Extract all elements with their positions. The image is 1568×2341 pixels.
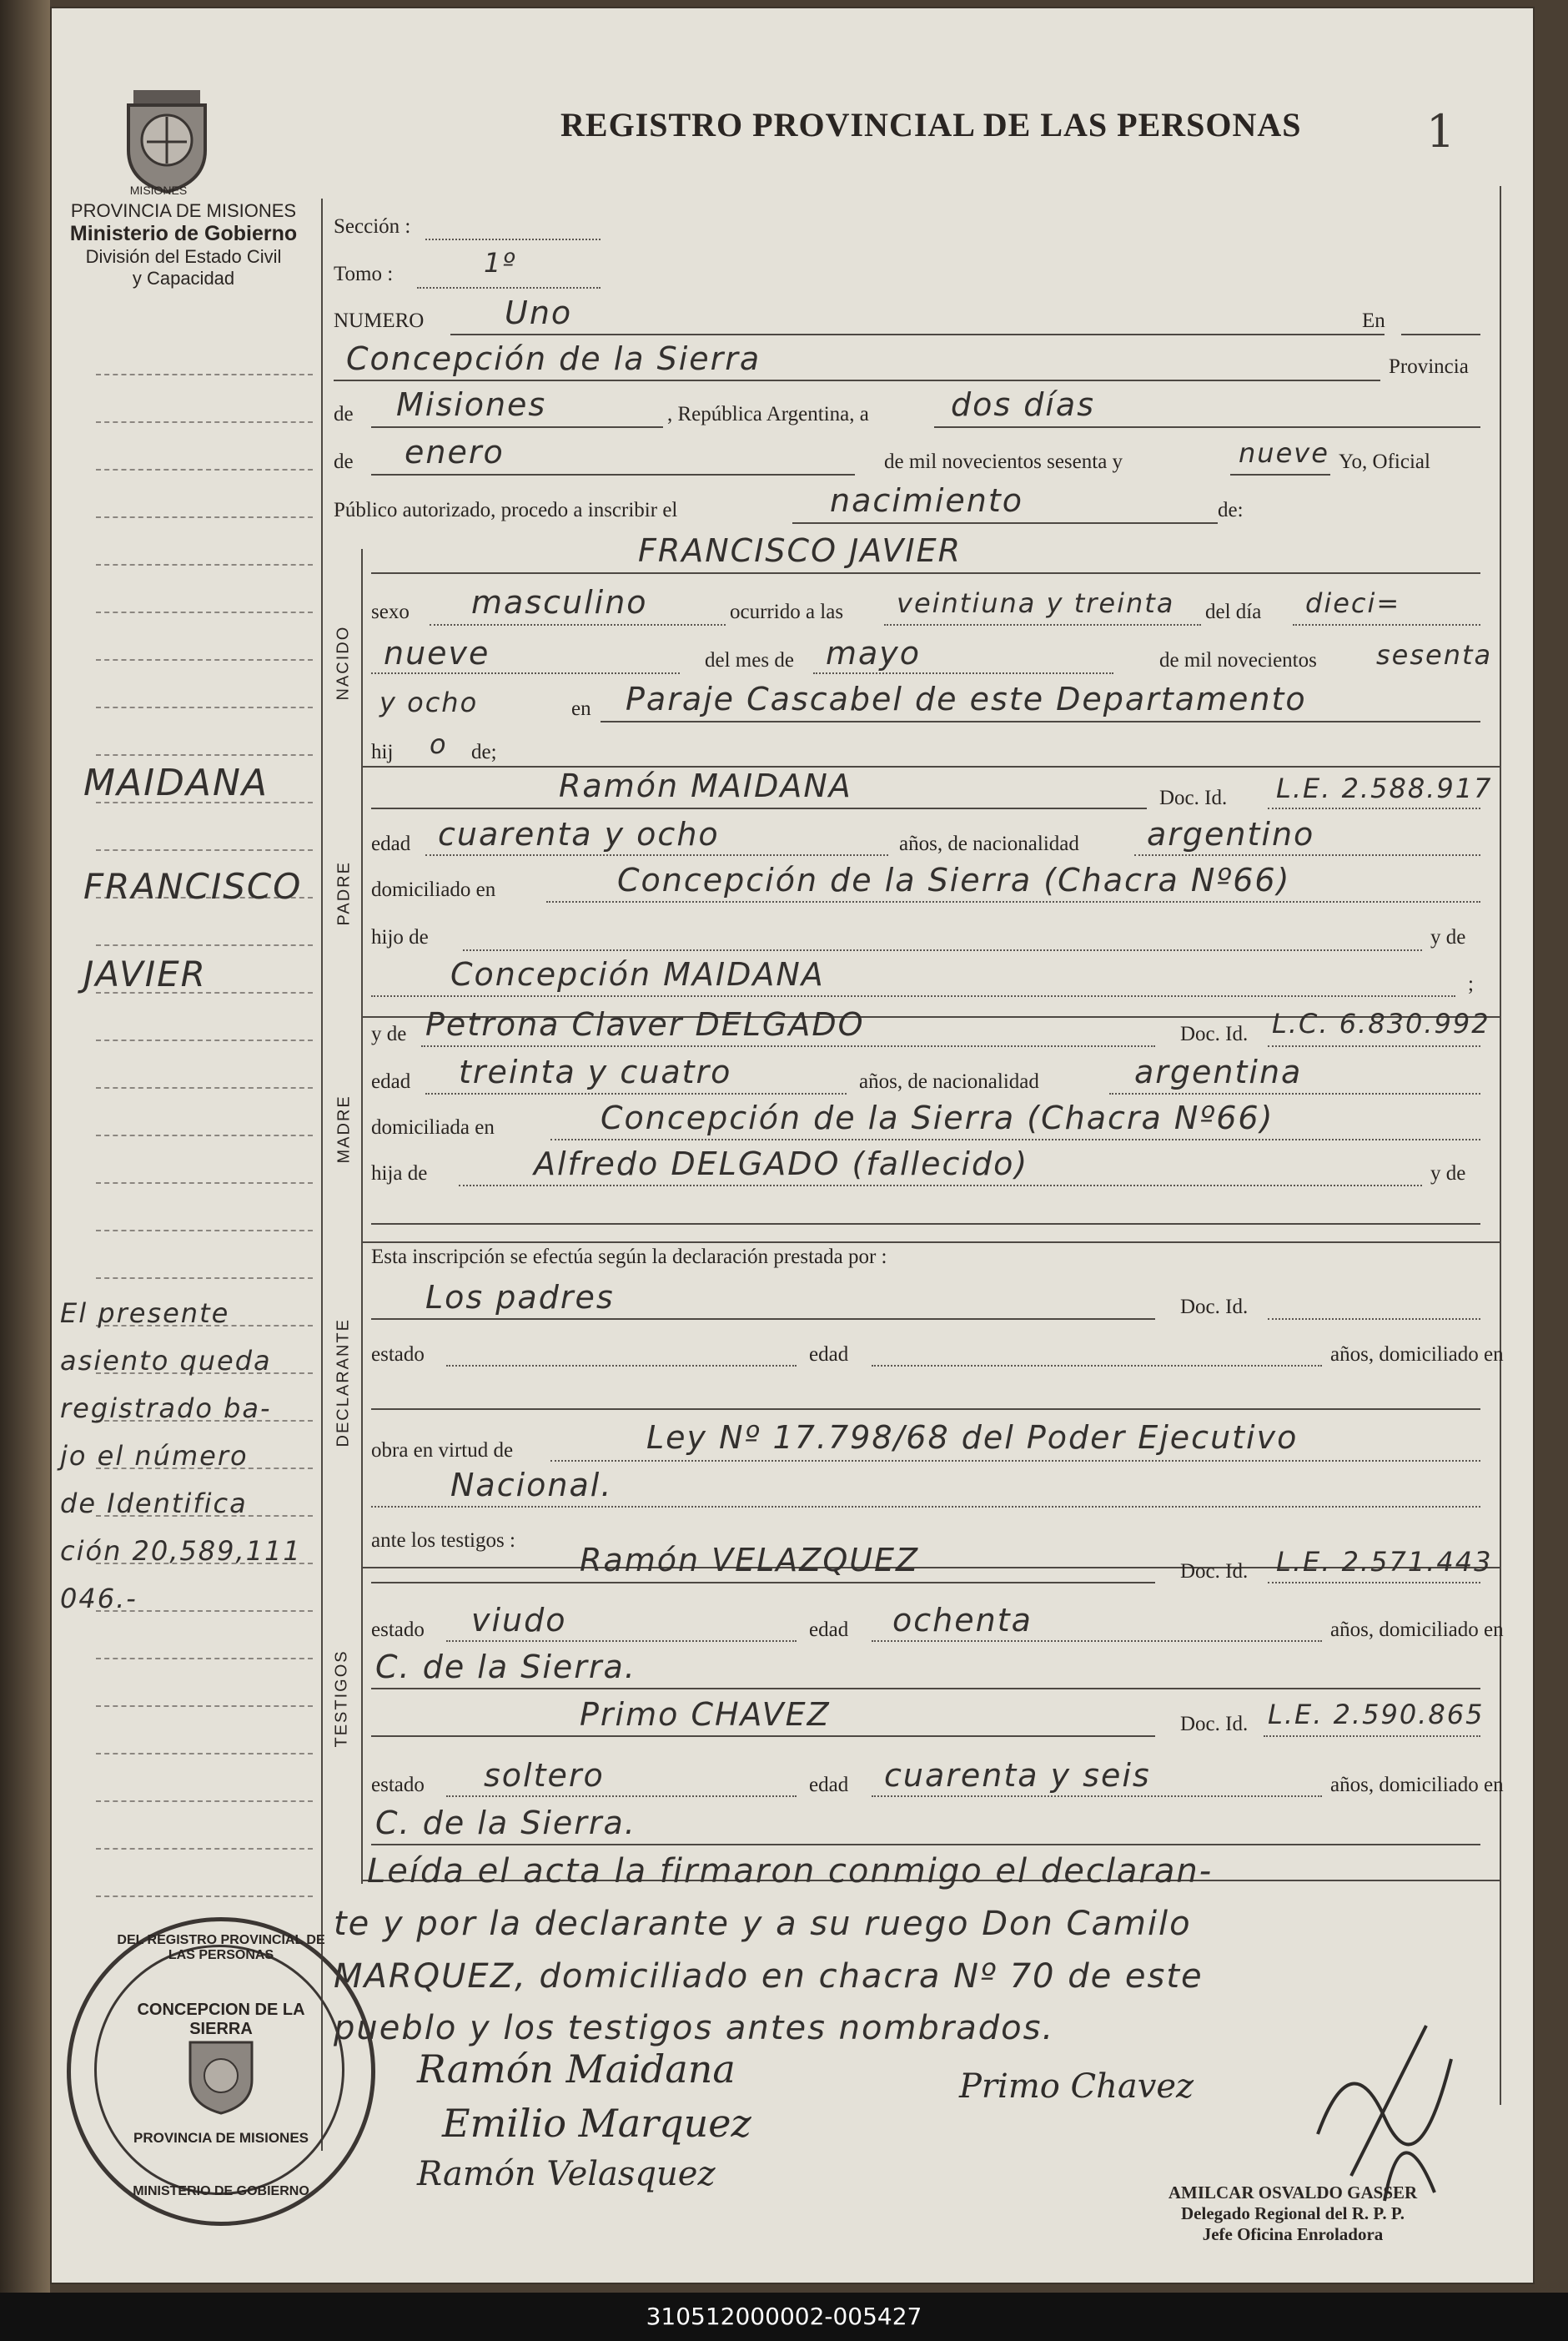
label-testigo1-estado: estado [371, 1619, 425, 1641]
tomo-line [417, 287, 601, 289]
padre-nombre-value: Ramón MAIDANA [559, 768, 852, 804]
testigo2-estado-value: soltero [484, 1757, 605, 1794]
official-name: AMILCAR OSVALDO GASSER [1168, 2182, 1418, 2203]
label-de-mes: de [334, 451, 354, 473]
signature-1: Ramón Maidana [417, 2046, 736, 2092]
rule-nacido-end [361, 766, 1500, 768]
madre-nombre-line [421, 1045, 1155, 1047]
mes-line [371, 474, 855, 476]
signature-2: Emilio Marquez [442, 2101, 751, 2146]
padre-dom-value: Concepción de la Sierra (Chacra Nº66) [617, 862, 1291, 899]
label-padre-doc: Doc. Id. [1159, 787, 1228, 809]
madre-doc-value: L.C. 6.830.992 [1272, 1008, 1490, 1040]
margin-rule [96, 612, 313, 613]
label-madre-dom: domiciliada en [371, 1116, 495, 1139]
padre-edad-value: cuarenta y ocho [438, 816, 720, 853]
rule-madre-end [361, 1241, 1500, 1243]
label-seccion: Sección : [334, 215, 411, 238]
margin-rule [96, 944, 313, 946]
margin-nota [60, 1290, 310, 1623]
book-spine [0, 0, 50, 2341]
label-yo-oficial: Yo, Oficial [1339, 451, 1430, 473]
label-testigo1-edad: edad [809, 1619, 849, 1641]
dia-nac-1-value: dieci= [1305, 587, 1401, 619]
official-role-2: Jefe Oficina Enroladora [1202, 2224, 1384, 2244]
madre-edad-line [425, 1093, 847, 1095]
margin-nota-3: registrado ba- [60, 1392, 272, 1424]
label-numero: NUMERO [334, 310, 425, 332]
cierre-line-4: pueblo y los testigos antes nombrados. [334, 2009, 1055, 2047]
mes-value: enero [405, 434, 505, 471]
margin-rule [96, 707, 313, 708]
provincia-line [371, 426, 663, 428]
label-declarante-doc: Doc. Id. [1180, 1296, 1249, 1318]
office-capacity: y Capacidad [132, 268, 235, 289]
label-madre-doc: Doc. Id. [1180, 1023, 1249, 1045]
label-republica: , República Argentina, a [667, 403, 869, 425]
abuela-materna-line [371, 1223, 1480, 1225]
padre-edad-line [425, 854, 888, 856]
section-declarante: DECLARANTE [334, 1318, 353, 1447]
cierre-line-1: Leída el acta la firmaron conmigo el declaran- [367, 1852, 1214, 1890]
localidad-value: Concepción de la Sierra [346, 340, 761, 377]
label-declarante-edad: edad [809, 1343, 849, 1366]
label-de-colon: de: [1218, 499, 1244, 521]
signature-4: Primo Chavez [959, 2067, 1194, 2106]
margin-rule [96, 1277, 313, 1279]
label-en-lugar: en [571, 697, 591, 720]
stamp-center-text: CONCEPCION DE LA SIERRA [137, 2001, 305, 2038]
hora-line [884, 624, 1201, 626]
office-block [50, 200, 317, 289]
testigo1-doc-line [1268, 1582, 1480, 1583]
padre-nombre-line [371, 808, 1147, 809]
padre-dom-line [546, 901, 1480, 903]
hijo-de-line [463, 949, 1422, 951]
right-border [1500, 186, 1501, 2105]
label-en: En [1362, 310, 1385, 332]
section-madre: MADRE [334, 1095, 354, 1164]
declarante-doc-line [1268, 1318, 1480, 1320]
label-testigo2-edad: edad [809, 1774, 849, 1796]
dia-nac-line [1293, 624, 1480, 626]
madre-nombre-value: Petrona Claver DELGADO [425, 1006, 865, 1043]
testigo2-nombre-value: Primo CHAVEZ [580, 1696, 831, 1733]
testigo1-doc-value: L.E. 2.571.443 [1276, 1546, 1493, 1578]
declarante-dom-line [371, 1408, 1480, 1410]
margin-rule [96, 1040, 313, 1041]
label-hija-de: hija de [371, 1162, 428, 1185]
hij-suffix-value: o [430, 728, 448, 760]
madre-nac-value: argentina [1134, 1054, 1303, 1090]
label-de-prov: de [334, 403, 354, 425]
label-testigo2-dom: años, domiciliado en [1330, 1774, 1504, 1796]
declarante-estado-line [446, 1365, 797, 1367]
anio-line [1230, 474, 1330, 476]
label-y-de-madre: y de [371, 1023, 407, 1045]
testigo2-doc-value: L.E. 2.590.865 [1268, 1699, 1485, 1730]
abuelo-materno-line [459, 1185, 1422, 1186]
margin-rule [96, 1658, 313, 1659]
margin-nota-5: de Identifica [60, 1488, 248, 1519]
label-hij: hij [371, 741, 394, 763]
stamp-prov-text: PROVINCIA DE MISIONES [133, 2130, 309, 2146]
testigo1-edad-value: ochenta [892, 1602, 1033, 1639]
section-padre: PADRE [334, 861, 354, 926]
sexo-value: masculino [471, 584, 648, 621]
madre-dom-value: Concepción de la Sierra (Chacra Nº66) [601, 1100, 1274, 1136]
label-declarante-dom: años, domiciliado en [1330, 1343, 1504, 1366]
register-page [50, 7, 1535, 2284]
stamp-bottom-text: MINISTERIO DE GOBIERNO [133, 2184, 309, 2198]
testigo1-estado-line [446, 1640, 797, 1642]
label-del-dia: del día [1205, 601, 1262, 623]
localidad-line [334, 380, 1380, 381]
label-mil-nov: de mil novecientos [1159, 649, 1317, 672]
label-ocurrido: ocurrido a las [730, 601, 844, 623]
dia-line [934, 426, 1480, 428]
ley-1-line [550, 1460, 1480, 1462]
label-testigo1-doc: Doc. Id. [1180, 1560, 1249, 1583]
label-y-de-madre2: y de [1430, 1162, 1466, 1185]
office-ministry: Ministerio de Gobierno [69, 222, 298, 245]
margin-nombre1: FRANCISCO [83, 866, 303, 907]
label-obra: obra en virtud de [371, 1439, 514, 1462]
margin-rule [96, 659, 313, 661]
testigo2-edad-line [872, 1795, 1322, 1797]
label-y-de-padre: y de [1430, 926, 1466, 949]
acto-line [792, 522, 1218, 524]
margin-rule [96, 469, 313, 471]
margin-nota-6: ción 20,589,111 [60, 1535, 302, 1567]
madre-dom-line [550, 1139, 1480, 1140]
margin-rule [96, 1230, 313, 1231]
margin-rule [96, 849, 313, 851]
section-nacido: NACIDO [334, 625, 353, 701]
official-block [1126, 2182, 1460, 2245]
signature-3: Ramón Velasquez [417, 2155, 716, 2193]
dia-nac-2-line [371, 672, 680, 674]
provincia-value: Misiones [396, 386, 547, 423]
padre-nac-value: argentino [1147, 816, 1315, 853]
testigo2-nombre-line [371, 1735, 1155, 1737]
abuela-paterna-line [371, 995, 1455, 997]
page-number: 1 [1426, 105, 1455, 158]
office-division: División del Estado Civil [85, 246, 282, 267]
nombre-line [371, 572, 1480, 574]
lugar-nac-line [601, 721, 1480, 722]
testigo1-nombre-line [371, 1582, 1155, 1583]
label-madre-nac: años, de nacionalidad [859, 1070, 1039, 1093]
label-del-mes: del mes de [705, 649, 794, 672]
registry-stamp [67, 1917, 375, 2226]
label-declarante-estado: estado [371, 1343, 425, 1366]
label-provincia: Provincia [1389, 355, 1469, 378]
seal-text: MISIONES [129, 184, 188, 197]
declarante-line [371, 1318, 1155, 1320]
label-ante: ante los testigos : [371, 1529, 515, 1552]
dia-nac-2-value: nueve [384, 635, 490, 672]
madre-doc-line [1268, 1045, 1480, 1047]
label-publico: Público autorizado, procedo a inscribir el [334, 499, 678, 521]
hora-value: veintiuna y treinta [897, 587, 1175, 619]
label-sexo: sexo [371, 601, 410, 623]
padre-doc-value: L.E. 2.588.917 [1276, 773, 1493, 804]
anio-nac-1-value: sesenta [1376, 639, 1493, 671]
mes-nac-value: mayo [826, 635, 922, 672]
margin-rule [96, 374, 313, 375]
cierre-line-3: MARQUEZ, domiciliado en chacra Nº 70 de este [334, 1957, 1204, 1996]
testigo1-estado-value: viudo [471, 1602, 567, 1639]
provincial-seal-icon [117, 83, 217, 196]
testigo2-dom-line [371, 1844, 1480, 1845]
official-signature-icon [1301, 2009, 1468, 2209]
mes-nac-line [813, 672, 1113, 674]
ley-1-value: Ley Nº 17.798/68 del Poder Ejecutivo [646, 1419, 1299, 1456]
madre-nac-line [1109, 1093, 1480, 1095]
padre-doc-line [1268, 808, 1480, 809]
seccion-line [425, 239, 601, 240]
margin-nota-7: 046.- [60, 1583, 138, 1614]
anio-value: nueve [1239, 437, 1329, 469]
archive-code-bar [0, 2293, 1568, 2341]
sexo-line [430, 624, 726, 626]
margin-rule [96, 1753, 313, 1754]
page-title: REGISTRO PROVINCIAL DE LAS PERSONAS [560, 106, 1302, 143]
margin-rule [96, 1895, 313, 1897]
margin-nota-4: jo el número [60, 1440, 249, 1472]
label-padre-edad: edad [371, 833, 411, 855]
declarante-value: Los padres [425, 1279, 615, 1316]
numero-value: Uno [505, 295, 573, 331]
abuela-paterna-value: Concepción MAIDANA [450, 956, 825, 993]
margin-rule [96, 1848, 313, 1850]
margin-rule [96, 1182, 313, 1184]
testigo2-dom-value: C. de la Sierra. [375, 1805, 636, 1841]
stamp-ring-text: DEL REGISTRO PROVINCIAL DE LAS PERSONAS [117, 1933, 325, 1962]
label-padre-nac: años, de nacionalidad [899, 833, 1079, 855]
ley-2-value: Nacional. [450, 1467, 613, 1503]
label-testigo2-doc: Doc. Id. [1180, 1713, 1249, 1735]
label-declaracion: Esta inscripción se efectúa según la declaración prestada por : [371, 1246, 887, 1268]
cierre-line-2: te y por la declarante y a su ruego Don Camilo [334, 1905, 1192, 1943]
section-testigos: TESTIGOS [332, 1649, 351, 1748]
margin-rule [96, 1135, 313, 1136]
official-role: Delegado Regional del R. P. P. [1181, 2203, 1405, 2223]
dia-value: dos días [951, 386, 1096, 423]
margin-nombre2: JAVIER [83, 954, 207, 994]
label-testigo2-estado: estado [371, 1774, 425, 1796]
testigo1-nombre-value: Ramón VELAZQUEZ [580, 1542, 920, 1578]
section-divider [361, 549, 363, 1884]
ley-2-line [371, 1506, 1480, 1508]
padre-nac-line [1134, 854, 1480, 856]
margin-rule [96, 421, 313, 423]
testigo2-edad-value: cuarenta y seis [884, 1757, 1151, 1794]
label-padre-dom: domiciliado en [371, 879, 496, 901]
label-tomo: Tomo : [334, 263, 394, 285]
margin-apellido: MAIDANA [83, 762, 269, 804]
margin-nota-1: El presente [60, 1297, 230, 1329]
office-province: PROVINCIA DE MISIONES [70, 200, 297, 221]
margin-divider [321, 199, 323, 2151]
margin-nota-2: asiento queda [60, 1345, 272, 1377]
tomo-value: 1º [484, 247, 517, 279]
margin-rule [96, 564, 313, 566]
margin-rule [96, 754, 313, 756]
acto-value: nacimiento [830, 482, 1024, 519]
declarante-edad-line [872, 1365, 1322, 1367]
label-hijo-de: hijo de [371, 926, 429, 949]
margin-rule [96, 1087, 313, 1089]
label-mil-sesenta: de mil novecientos sesenta y [884, 451, 1123, 473]
lugar-nac-value: Paraje Cascabel de este Departamento [626, 681, 1307, 717]
label-semicolon: ; [1468, 973, 1474, 995]
testigo1-edad-line [872, 1640, 1322, 1642]
testigo1-dom-value: C. de la Sierra. [375, 1649, 636, 1685]
label-testigo1-dom: años, domiciliado en [1330, 1619, 1504, 1641]
testigo2-estado-line [446, 1795, 797, 1797]
label-de-semi: de; [471, 741, 497, 763]
testigo1-dom-line [371, 1688, 1480, 1689]
nombre-value: FRANCISCO JAVIER [638, 532, 962, 569]
margin-rule [96, 1705, 313, 1707]
margin-rule [96, 1800, 313, 1802]
label-madre-edad: edad [371, 1070, 411, 1093]
archive-code: 310512000002-005427 [646, 2303, 922, 2330]
margin-rule [96, 516, 313, 518]
numero-line [450, 334, 1385, 335]
en-line [1401, 334, 1480, 335]
abuelo-materno-value: Alfredo DELGADO (fallecido) [534, 1145, 1029, 1182]
testigo2-doc-line [1264, 1735, 1480, 1737]
madre-edad-value: treinta y cuatro [459, 1054, 732, 1090]
anio-nac-2-value: y ocho [379, 687, 479, 718]
stamp-shield-icon [183, 2034, 259, 2117]
